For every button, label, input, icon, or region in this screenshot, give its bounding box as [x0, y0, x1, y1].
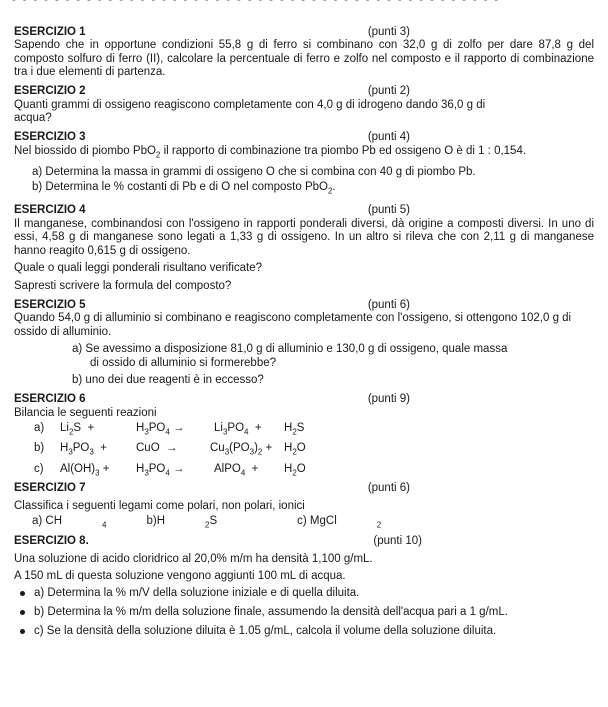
- exercise-1-heading: ESERCIZIO 1 (punti 3): [14, 25, 410, 38]
- exercise-4-text: Il manganese, combinandosi con l'ossigeno in rapporti ponderali diversi, dà origine a composti diversi. In uno di essi, 4,58 g di manganese sono legati a 1,33 g di ossigeno. In un altro si rileva che con 2,11 g di manganese hanno reagito 0,615 g di ossigeno.: [14, 217, 594, 257]
- cropped-top-text: [12, 0, 572, 4]
- exercise-5-item-b: b) uno dei due reagenti è in eccesso?: [72, 374, 264, 387]
- exercise-4-question-1: Quale o quali leggi ponderali risultano verificate?: [14, 262, 263, 275]
- exercise-5-text: Quando 54,0 g di alluminio si combinano e reagiscono completamente con l'ossigeno, si ottengono 102,0 g di ossido di alluminio.: [14, 312, 572, 338]
- exercise-8-heading: ESERCIZIO 8. (punti 10): [14, 535, 422, 548]
- list-item: c) Se la densità della soluzione diluita è 1.05 g/mL, calcola il volume della soluzione diluita.: [34, 622, 594, 641]
- exercise-8-list: [14, 584, 594, 641]
- exercise-6-intro: Bilancia le seguenti reazioni: [14, 406, 157, 419]
- exercise-4-question-2: Sapresti scrivere la formula del composto?: [14, 279, 232, 292]
- exercise-5-item-a: a) Se avessimo a disposizione 81,0 g di alluminio e 130,0 g di ossigeno, quale massa di ossido di alluminio si formerebbe?: [72, 343, 508, 369]
- exercise-4-heading: ESERCIZIO 4 (punti 5): [14, 204, 410, 217]
- exercise-3-heading: ESERCIZIO 3 (punti 4): [14, 131, 410, 143]
- exercise-7-compounds: a) CH $_4$ b)H $_2$S c) MgCl $_2$: [32, 515, 382, 530]
- exercise-2-text: Quanti grammi di ossigeno reagiscono completamente con 4,0 g di idrogeno dando 36,0 g di acqua?: [14, 98, 486, 124]
- exercise-1-text: Sapendo che in opportune condizioni 55,8 g di ferro si combinano con 32,0 g di zolfo per dare 87,8 g del composto solfuro di ferro (II), calcolare la percentuale di ferro e zolfo nel composto e il rapporto di combinazione tra i due elementi di partenza.: [14, 39, 594, 78]
- exercise-sheet: [14, 24, 594, 641]
- exercise-5-heading: ESERCIZIO 5 (punti 6): [14, 298, 410, 311]
- exercise-3-item-b: b) Determina le % costanti di Pb e di O nel composto PbO$_2$.: [32, 181, 336, 196]
- exercise-8-text-2: A 150 mL di questa soluzione vengono aggiunti 100 mL di acqua.: [14, 570, 346, 583]
- exercise-7-heading: ESERCIZIO 7 (punti 6): [14, 482, 410, 495]
- reaction-b: b) $H_3PO_3$ + CuO → $Cu_3(PO_3)_2$ + $H_2O$: [34, 442, 306, 457]
- reaction-a: a) $Li_2S$ + $H_3PO_4$ → $Li_3PO_4$ + $H_2S$: [34, 422, 305, 437]
- list-item: b) Determina la % m/m della soluzione finale, assumendo la densità dell'acqua pari a 1 g/mL.: [34, 603, 594, 622]
- exercise-6-heading: ESERCIZIO 6 (punti 9): [14, 393, 410, 406]
- reaction-c: c) $Al(OH)_3$ + $H_3PO_4$ → AlPO$_4$ + $H_2O$: [34, 462, 306, 477]
- list-item: a) Determina la % m/V della soluzione iniziale e di quella diluita.: [34, 584, 594, 603]
- exercise-2-heading: ESERCIZIO 2 (punti 2): [14, 85, 410, 97]
- exercise-8-text-1: Una soluzione di acido cloridrico al 20,0% m/m ha densità 1,100 g/mL.: [14, 552, 373, 565]
- exercise-7-intro: Classifica i seguenti legami come polari, non polari, ionici: [14, 499, 305, 512]
- exercise-3-item-a: a) Determina la massa in grammi di ossigeno O che si combina con 40 g di piombo Pb.: [32, 166, 476, 179]
- exercise-3-text: Nel biossido di piombo PbO$_2$ il rapporto di combinazione tra piombo Pb ed ossigeno O è di 1 : 0,154.: [14, 144, 527, 159]
